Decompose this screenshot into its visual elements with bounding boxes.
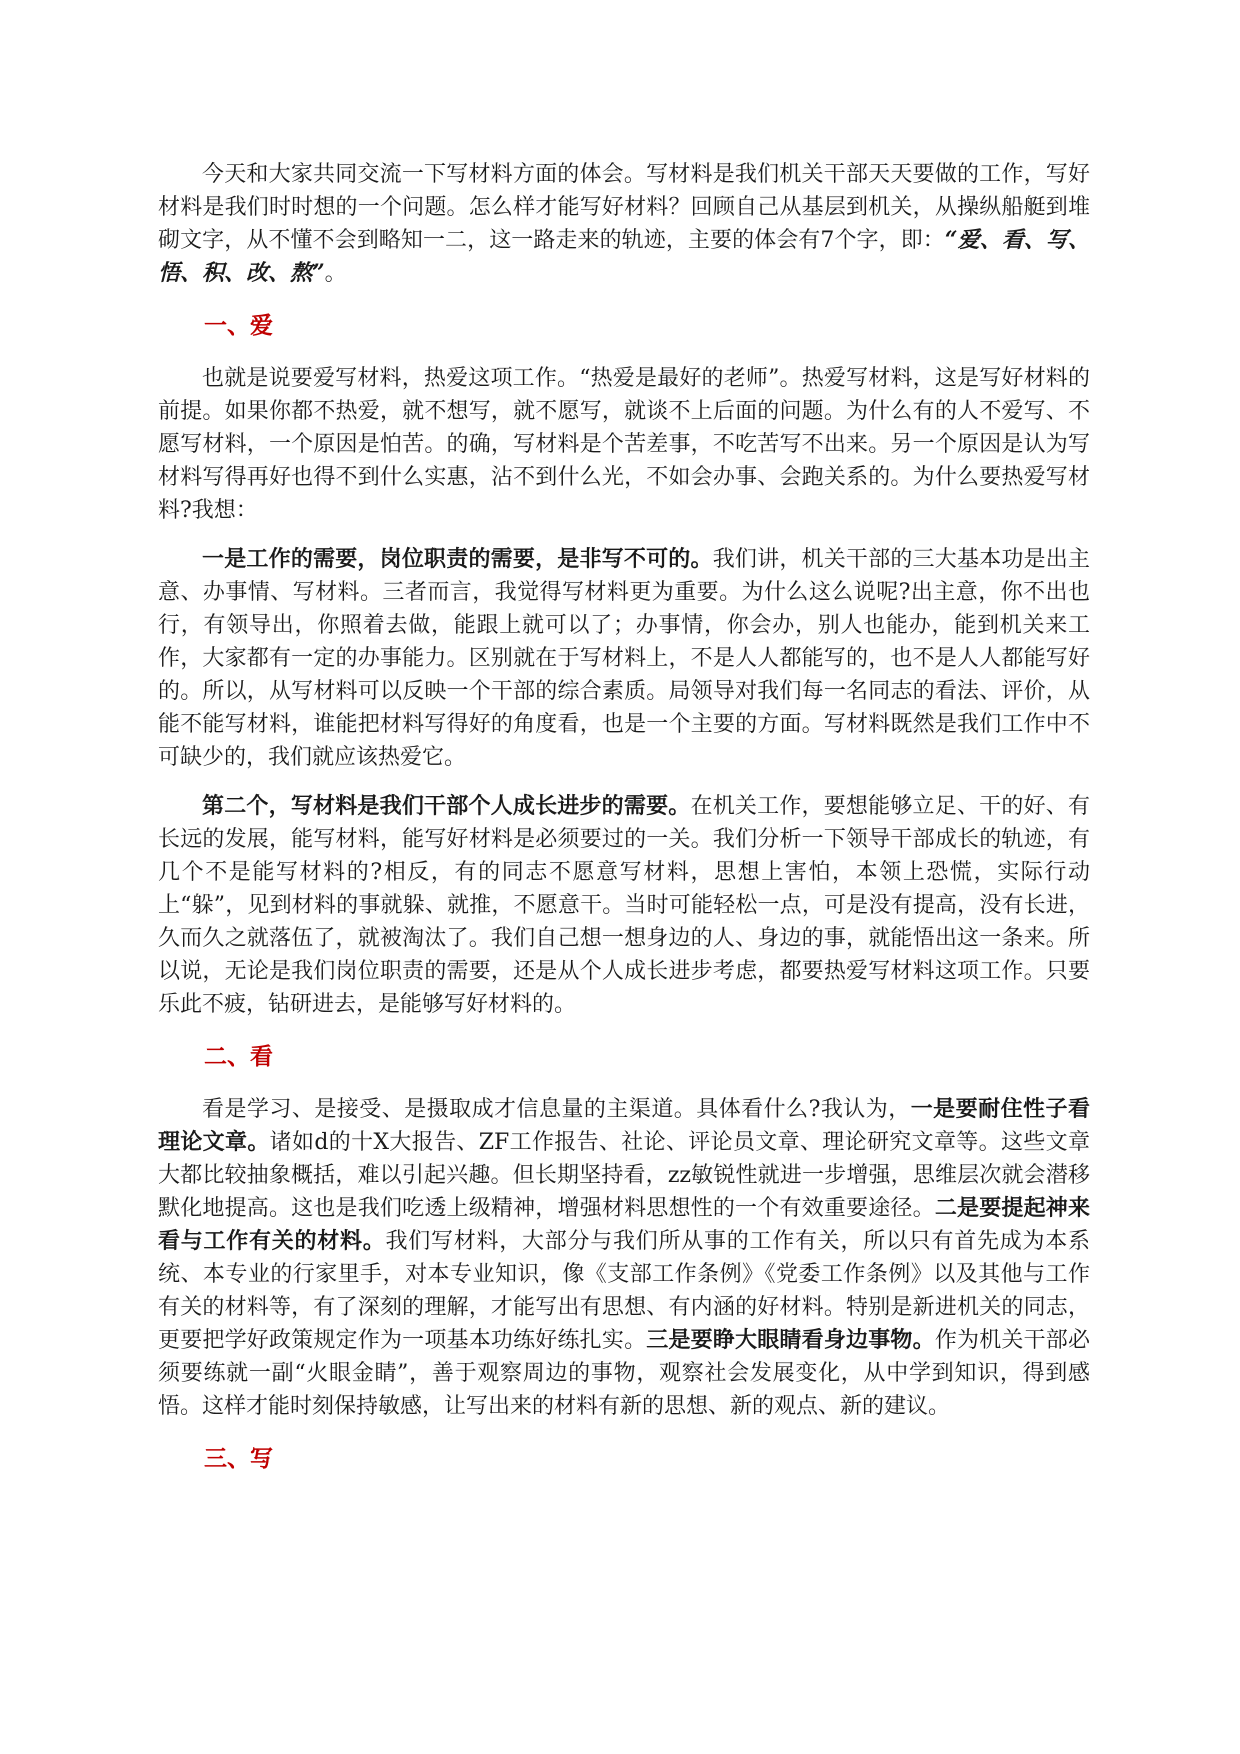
- love-paragraph-3: [158, 790, 1090, 1021]
- section-heading-write: 三、写: [204, 1445, 273, 1472]
- love-point-2-text: 在机关工作，要想能够立足、干的好、有长远的发展，能写材料，能写好材料是必须要过的一关。我们分析一下领导干部成长的轨迹，有几个不是能写材料的?相反，有的同志不愿意写材料，思想上害怕，本领上恐慌，实际行动上“躲”，见到材料的事就躲、就推，不愿意干。当时可能轻松一点，可是没有提高，没有长进，久而久之就落伍了，就被淘汰了。我们自己想一想身边的人、身边的事，就能悟出这一条来。所以说，无论是我们岗位职责的需要，还是从个人成长进步考虑，都要热爱写材料这项工作。只要乐此不疲，钻研进去，是能够写好材料的。: [158, 794, 1090, 1017]
- love-point-2-lead: 第二个，写材料是我们干部个人成长进步的需要。: [202, 793, 691, 819]
- love-paragraph-1: 也就是说要爱写材料，热爱这项工作。“热爱是最好的老师”。热爱写材料，这是写好材料的前提。如果你都不热爱，就不想写，就不愿写，就谈不上后面的问题。为什么有的人不爱写、不愿写材料，一个原因是怕苦。的确，写材料是个苦差事，不吃苦写不出来。另一个原因是认为写材料写得再好也得不到什么实惠，沾不到什么光，不如会办事、会跑关系的。为什么要热爱写材料?我想：: [158, 366, 1090, 523]
- intro-text: 今天和大家共同交流一下写材料方面的体会。写材料是我们机关干部天天要做的工作，写好材料是我们时时想的一个问题。怎么样才能写好材料？回顾自己从基层到机关，从操纵船艇到堆砌文字，从不懂不会到略知一二，这一路走来的轨迹，主要的体会有7个字，即：: [158, 162, 1090, 253]
- intro-end: 。: [324, 261, 347, 286]
- love-paragraph-2: [158, 543, 1090, 774]
- look-text-3: 我们写材料，大部分与我们所从事的工作有关，所以只有首先成为本系统、本专业的行家里手，对本专业知识，像《支部工作条例》《党委工作条例》以及其他与工作有关的材料等，有了深刻的理解，才能写出有思想、有内涵的好材料。特别是新进机关的同志，更要把学好政策规定作为一项基本功练好练扎实。: [158, 1229, 1090, 1353]
- look-point-2-lead: 二是要提起神来看与工作有关的材料。: [158, 1195, 1090, 1254]
- look-point-1-lead: 一是要耐住性子看理论文章。: [158, 1096, 1090, 1155]
- look-paragraph: [158, 1093, 1090, 1423]
- intro-paragraph: [158, 158, 1090, 290]
- look-text-4: 作为机关干部必须要练就一副“火眼金睛”，善于观察周边的事物，观察社会发展变化，从中学到知识，得到感悟。这样才能时刻保持敏感，让写出来的材料有新的思想、新的观点、新的建议。: [158, 1328, 1090, 1419]
- love-point-1-text: 我们讲，机关干部的三大基本功是出主意、办事情、写材料。三者而言，我觉得写材料更为重要。为什么这么说呢?出主意，你不出也行，有领导出，你照着去做，能跟上就可以了；办事情，你会办，别人也能办，能到机关来工作，大家都有一定的办事能力。区别就在于写材料上，不是人人都能写的，也不是人人都能写好的。所以，从写材料可以反映一个干部的综合素质。局领导对我们每一名同志的看法、评价，从能不能写材料，谁能把材料写得好的角度看，也是一个主要的方面。写材料既然是我们工作中不可缺少的，我们就应该热爱它。: [158, 547, 1090, 770]
- section-heading-look: 二、看: [204, 1043, 273, 1070]
- love-point-1-lead: 一是工作的需要，岗位职责的需要，是非写不可的。: [202, 546, 713, 572]
- section-heading-love: 一、爱: [204, 312, 273, 339]
- intro-keywords: “爱、看、写、悟、积、改、熬”: [158, 227, 1091, 286]
- document-body: [158, 158, 1090, 1495]
- look-point-3-lead: 三是要睁大眼睛看身边事物。: [646, 1327, 935, 1353]
- look-text-1: 看是学习、是接受、是摄取成才信息量的主渠道。具体看什么?我认为，: [202, 1097, 911, 1122]
- look-text-2: 诸如d的十X大报告、ZF工作报告、社论、评论员文章、理论研究文章等。这些文章大都比较抽象概括，难以引起兴趣。但长期坚持看，zz敏锐性就进一步增强，思维层次就会潜移默化地提高。这也是我们吃透上级精神，增强材料思想性的一个有效重要途径。: [158, 1130, 1090, 1221]
